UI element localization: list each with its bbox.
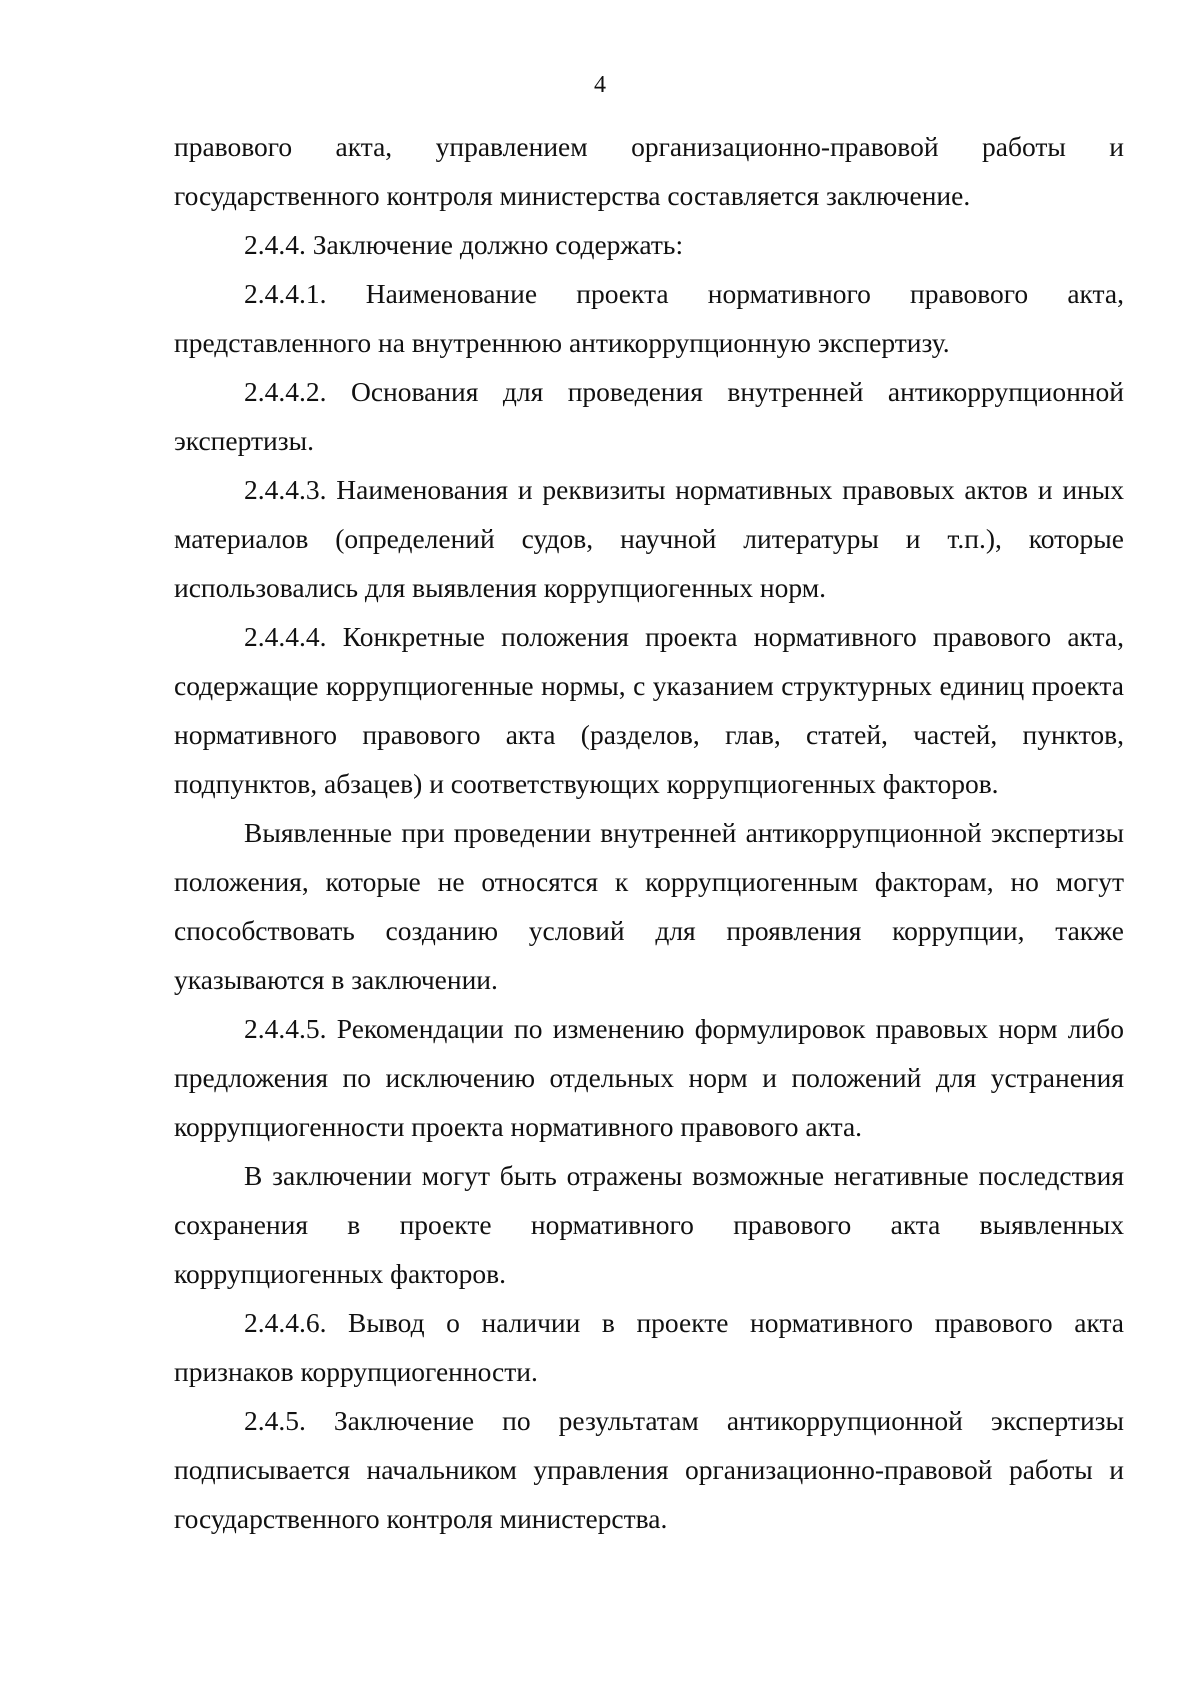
page-number: 4 [594, 72, 606, 98]
paragraph: 2.4.4.5. Рекомендации по изменению формулировок правовых норм либо предложения по исключению отдельных норм и положений для устранения коррупциогенности проекта нормативного правового акта. [174, 1013, 1124, 1142]
paragraph: 2.4.4.4. Конкретные положения проекта нормативного правового акта, содержащие коррупциогенные нормы, с указанием структурных единиц проекта нормативного правового акта (разделов, глав, статей, частей, пунктов, подпунктов, абзацев) и соответствующих коррупциогенных факторов. [174, 621, 1124, 799]
paragraph: 2.4.4.2. Основания для проведения внутренней антикоррупционной экспертизы. [174, 376, 1124, 456]
paragraph: 2.4.4.1. Наименование проекта нормативного правового акта, представленного на внутреннюю антикоррупционную экспертизу. [174, 278, 1124, 358]
paragraph: правового акта, управлением организационно-правовой работы и государственного контроля министерства составляется заключение. [174, 131, 1124, 211]
paragraph: 2.4.5. Заключение по результатам антикоррупционной экспертизы подписывается начальником управления организационно-правовой работы и государственного контроля министерства. [174, 1405, 1124, 1534]
paragraph: 2.4.4.6. Вывод о наличии в проекте нормативного правового акта признаков коррупциогенности. [174, 1307, 1124, 1387]
paragraph: 2.4.4.3. Наименования и реквизиты нормативных правовых актов и иных материалов (определений судов, научной литературы и т.п.), которые использовались для выявления коррупциогенных норм. [174, 474, 1124, 603]
paragraph: 2.4.4. Заключение должно содержать: [244, 229, 684, 260]
document-body [174, 122, 1124, 1543]
paragraph: В заключении могут быть отражены возможные негативные последствия сохранения в проекте нормативного правового акта выявленных коррупциогенных факторов. [174, 1160, 1124, 1289]
paragraph: Выявленные при проведении внутренней антикоррупционной экспертизы положения, которые не относятся к коррупциогенным факторам, но могут способствовать созданию условий для проявления коррупции, также указываются в заключении. [174, 817, 1124, 995]
